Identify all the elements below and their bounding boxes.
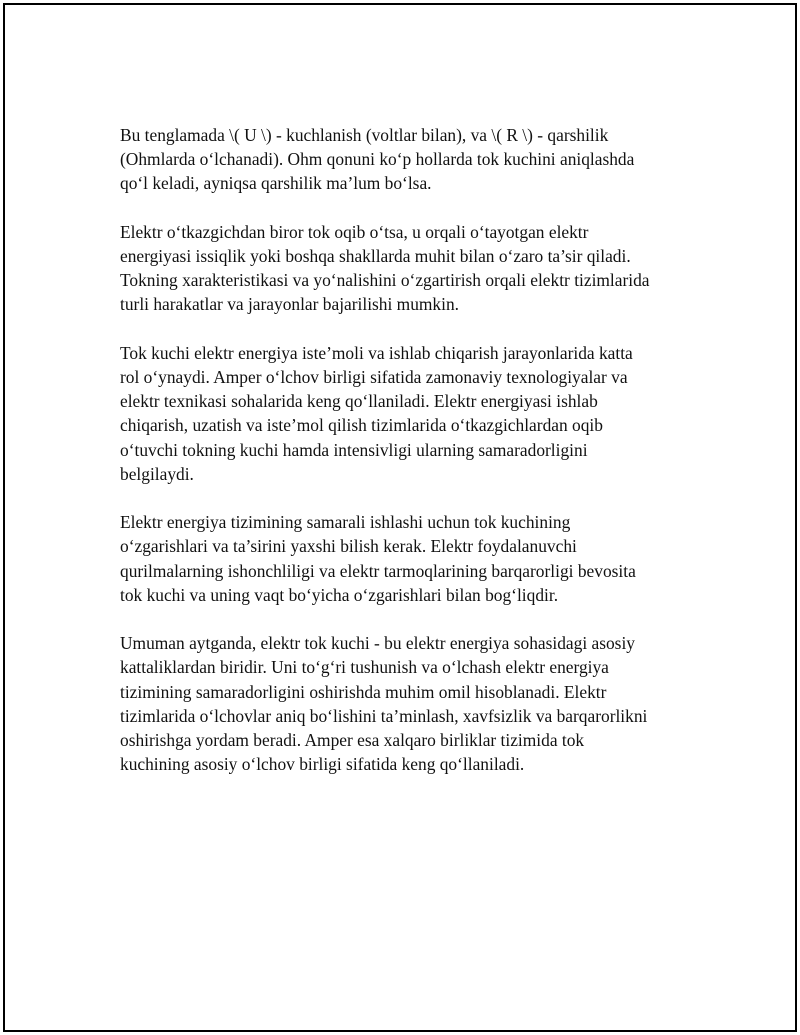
paragraph-conclusion: Umuman aytganda, elektr tok kuchi - bu elektr energiya sohasidagi asosiy kattaliklardan biridir. Uni to‘g‘ri tushunish va o‘lchash elektr energiya tizimining samaradorligini oshirishda muhim omil hisoblanadi. Elektr tizimlarida o‘lchovlar aniq bo‘lishini ta’minlash, xavfsizlik va barqarorlikni oshirishga yordam beradi. Amper esa xalqaro birliklar tizimida tok kuchining asosiy o‘lchov birligi sifatida keng qo‘llaniladi. bbox=[120, 633, 648, 775]
paragraph-conductor-current: Elektr o‘tkazgichdan biror tok oqib o‘tsa, u orqali o‘tayotgan elektr energiyasi issiqlik yoki boshqa shakllarda muhit bilan o‘zaro ta’sir qiladi. Tokning xarakteristikasi va yo‘nalishini o‘zgartirish orqali elektr tizimlarida turli harakatlar va jarayonlar bajarilishi mumkin. bbox=[120, 221, 650, 315]
paragraph-current-role: Tok kuchi elektr energiya iste’moli va ishlab chiqarish jarayonlarida katta rol o‘ynaydi. Amper o‘lchov birligi sifatida zamonaviy texnologiyalar va elektr texnikasi sohalarida keng qo‘llaniladi. Elektr energiyasi ishlab chiqarish, uzatish va iste’mol qilish tizimlarida o‘tkazgichlardan oqib o‘tuvchi tokning kuchi hamda intensivligi ularning samaradorligini belgilaydi. bbox=[120, 342, 633, 484]
paragraph-system-efficiency: Elektr energiya tizimining samarali ishlashi uchun tok kuchining o‘zgarishlari va ta’sirini yaxshi bilish kerak. Elektr foydalanuvchi qurilmalarning ishonchliligi va elektr tarmoqlarining barqarorligi bevosita tok kuchi va uning vaqt bo‘yicha o‘zgarishlari bilan bog‘liqdir. bbox=[120, 512, 636, 605]
paragraph-ohm-law: Bu tenglamada \( U \) - kuchlanish (voltlar bilan), va \( R \) - qarshilik (Ohmlarda o‘lchanadi). Ohm qonuni ko‘p hollarda tok kuchini aniqlashda qo‘l keladi, ayniqsa qarshilik ma’lum bo‘lsa. bbox=[120, 125, 635, 194]
document-body bbox=[120, 123, 700, 801]
page-frame bbox=[3, 3, 797, 1032]
